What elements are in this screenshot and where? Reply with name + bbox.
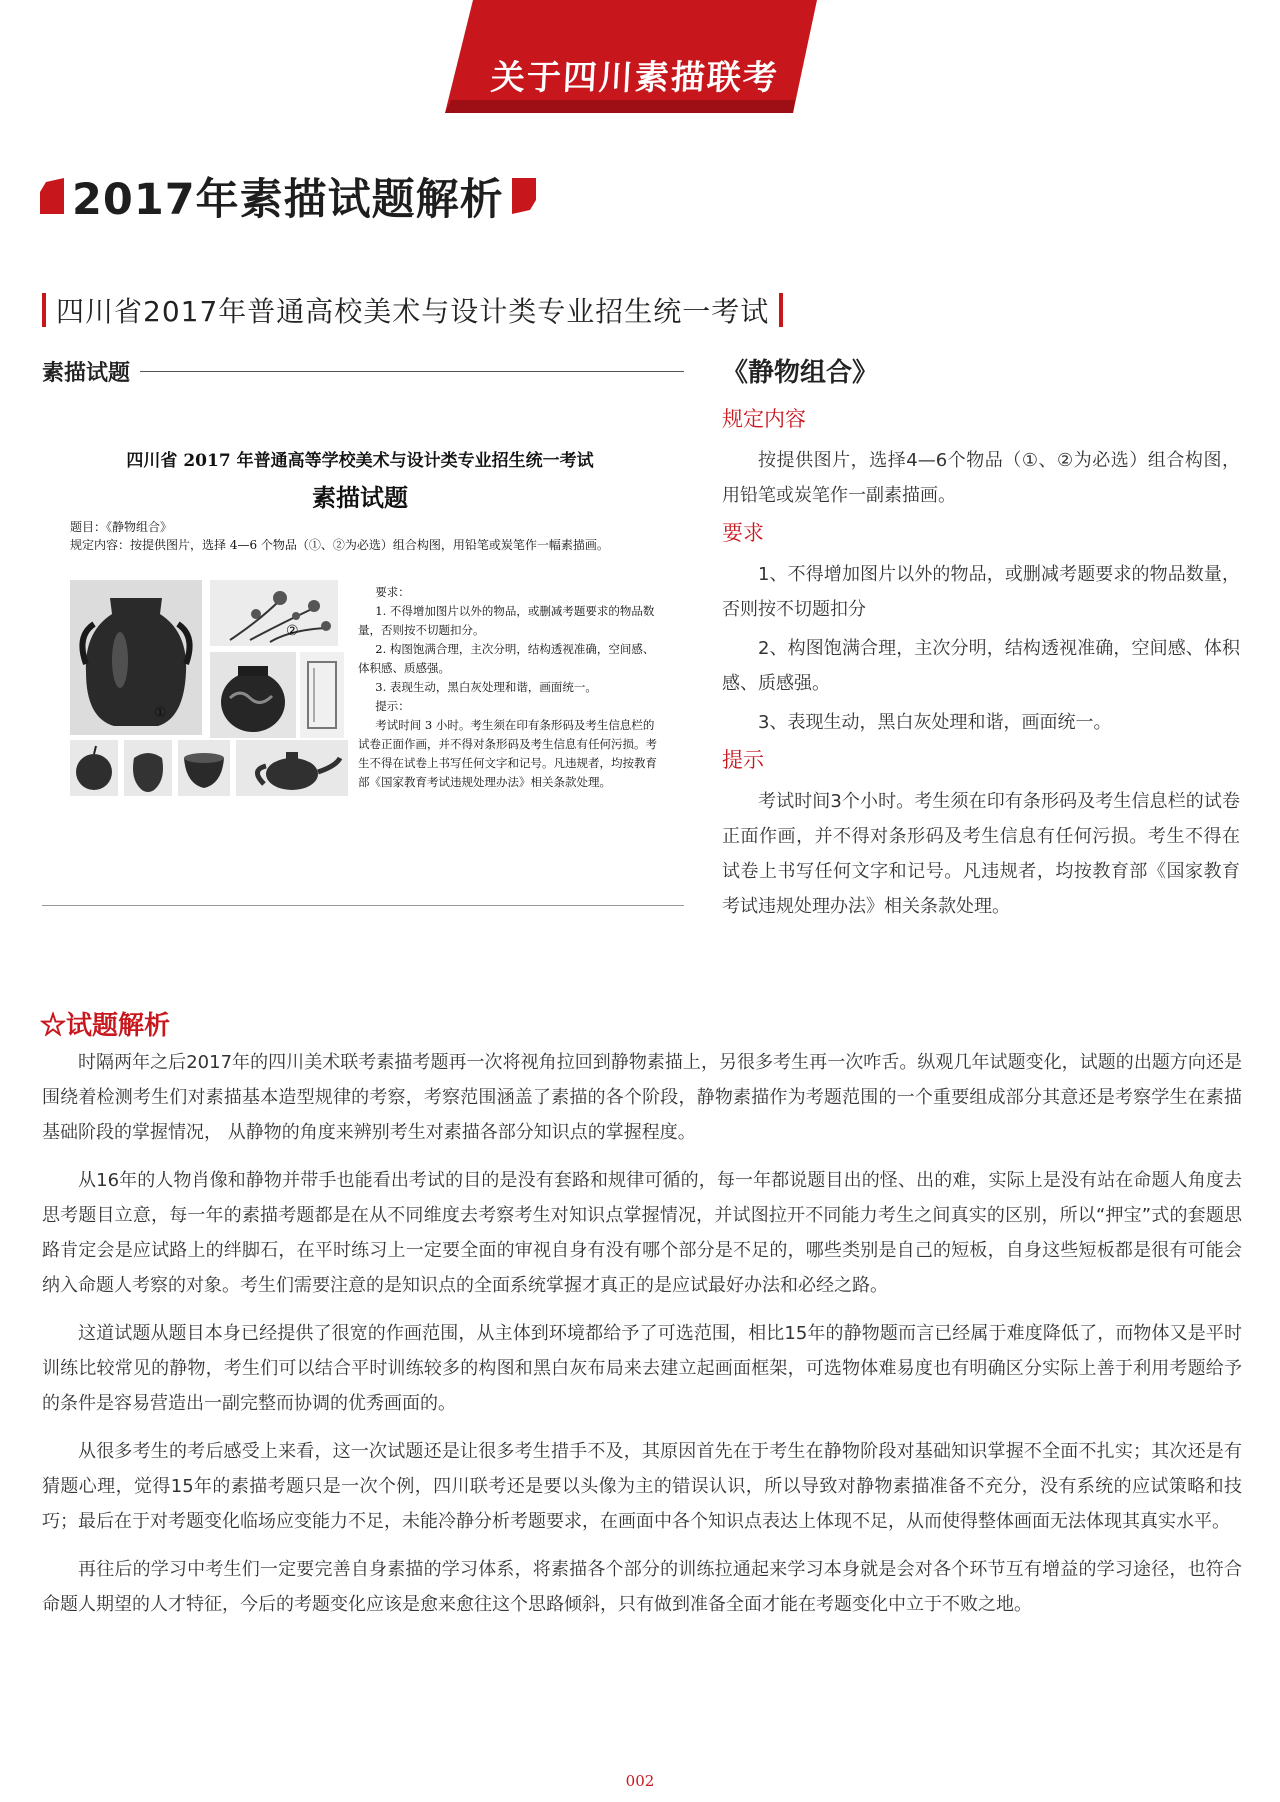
photo-apple [70,740,118,796]
analysis-body [42,1045,1242,1635]
open-quote-icon [40,176,64,216]
analysis-paragraph: 时隔两年之后2017年的四川美术联考素描考题再一次将视角拉回到静物素描上，另很多考生再一次咋舌。纵观几年试题变化，试题的出题方向还是围绕着检测考生们对素描基本造型规律的考察，考察范围涵盖了素描的各个阶段，静物素描作为考题范围的一个重要组成部分其意还是考察学生在素描基础阶段的掌握情况， 从静物的角度来辨别考生对素描各部分知识点的掌握程度。 [42,1052,1242,1143]
photo-pepper [124,740,172,796]
page-number: 002 [625,1772,655,1790]
photo-bowl [178,740,230,796]
photo-glass [300,652,344,738]
analysis-paragraph: 再往后的学习中考生们一定要完善自身素描的学习体系，将素描各个部分的训练拉通起来学习本身就是会对各个环节互有增益的学习途径，也符合命题人期望的人才特征，今后的考题变化应该是愈来愈往这个思路倾斜，只有做到准备全面才能在考题变化中立于不败之地。 [42,1559,1242,1615]
scan-requirements [358,583,658,792]
requirement-item: 1、不得增加图片以外的物品，或删减考题要求的物品数量，否则按不切题扣分 [722,564,1240,620]
mark-two: ② [286,623,299,639]
exam-title [42,290,783,330]
photo-teapot [236,740,348,796]
sketch-question-heading [42,356,684,387]
scan-req-item: 1. 不得增加图片以外的物品，或删减考题要求的物品数量，否则按不切题扣分。 [358,604,655,637]
mark-one: ① [154,705,167,721]
exam-paper-scan [60,440,680,840]
analysis-paragraph: 从很多考生的考后感受上来看，这一次试题还是让很多考生措手不及，其原因首先在于考生在静物阶段对基础知识掌握不全面不扎实；其次还是有猜题心理，觉得15年的素描考题只是一次个例，四川联考还是要以头像为主的错误认识，所以导致对静物素描准备不充分，没有系统的应试策略和技巧；最后在于对考题变化临场应变能力不足，未能冷静分析考题要求，在画面中各个知识点表达上体现不足，从而使得整体画面无法体现其真实水平。 [42,1441,1242,1532]
exam-title-left-bar [42,293,46,327]
section-title [40,166,536,226]
tips-text: 考试时间3个小时。考生须在印有条形码及考生信息栏的试卷正面作画，并不得对条形码及考生信息有任何污损。考生不得在试卷上书写任何文字和记号。凡违规者，均按教育部《国家教育考试违规处理办法》相关条款处理。 [722,791,1240,917]
scan-tip-title: 提示： [375,699,410,713]
scan-topic: 题目：《静物组合》 [70,520,173,534]
left-bottom-rule [42,905,684,906]
sketch-question-label: 素描试题 [42,361,131,386]
banner-title: 关于四川素描联考 [489,58,780,98]
scan-subheading: 素描试题 [312,483,408,512]
close-quote-icon [512,176,536,216]
section-title-text: 2017年素描试题解析 [72,174,504,225]
scan-req-item: 3. 表现生动，黑白灰处理和谐，画面统一。 [375,680,597,694]
analysis-paragraph: 从16年的人物肖像和静物并带手也能看出考试的目的是没有套路和规律可循的，每一年都说题目出的怪、出的难，实际上是没有站在命题人角度去思考题目立意，每一年的素描考题都是在从不同维度去考察考生对知识点掌握情况，并试图拉开不同能力考生之间真实的区别，所以“押宝”式的套题思路肯定会是应试路上的绊脚石，在平时练习上一定要全面的审视自身有没有哪个部分是不足的，哪些类别是自己的短板，自身这些短板都是很有可能会纳入命题人考察的对象。考生们需要注意的是知识点的全面系统掌握才真正的是应试最好办法和必经之路。 [42,1170,1242,1296]
requirement-item: 2、构图饱满合理，主次分明，结构透视准确，空间感、体积感、质感强。 [722,638,1240,694]
exam-title-text: 四川省2017年普通高校美术与设计类专业招生统一考试 [56,295,770,328]
analysis-title: ☆试题解析 [40,1011,171,1041]
header-banner [445,0,817,113]
analysis-paragraph: 这道试题从题目本身已经提供了很宽的作画范围，从主体到环境都给予了可选范围，相比15年的静物题而言已经属于难度降低了，而物体又是平时训练比较常见的静物，考生们可以结合平时训练较多的构图和黑白灰布局来去建立起画面框架，可选物体难易度也有明确区分实际上善于利用考题给予的条件是容易营造出一副完整而协调的优秀画面的。 [42,1323,1242,1414]
scan-req-title: 要求： [375,585,410,599]
scan-req-item: 2. 构图饱满合理，主次分明，结构透视准确，空间感、体积感、质感强。 [358,642,655,675]
content-text: 按提供图片，选择4—6个物品（①、②为必选）组合构图，用铅笔或炭笔作一副素描画。 [722,450,1240,506]
content-label: 规定内容 [722,407,806,431]
requirements-label: 要求 [722,521,764,545]
photo-jar [70,580,202,735]
requirement-item: 3、表现生动，黑白灰处理和谐，画面统一。 [758,712,1112,733]
exam-title-right-bar [779,293,783,327]
scan-content: 规定内容：按提供图片，选择 4—6 个物品（①、②为必选）组合构图，用铅笔或炭笔作一幅素描画。 [70,538,609,552]
photo-flowers [210,580,338,646]
tips-label: 提示 [722,748,764,772]
photo-pot [210,652,296,738]
scan-tip-text: 考试时间 3 小时。考生须在印有条形码及考生信息栏的试卷正面作画，并不得对条形码及考生信息有任何污损。考生不得在试卷上书写任何文字和记号。凡违规者，均按教育部《国家教育考试违规处理办法》相关条款处理。 [358,718,657,789]
heading-rule [140,371,684,372]
scan-heading: 四川省 2017 年普通高等学校美术与设计类专业招生统一考试 [126,451,594,471]
still-life-title: 《静物组合》 [722,358,879,388]
right-column [722,352,1240,928]
